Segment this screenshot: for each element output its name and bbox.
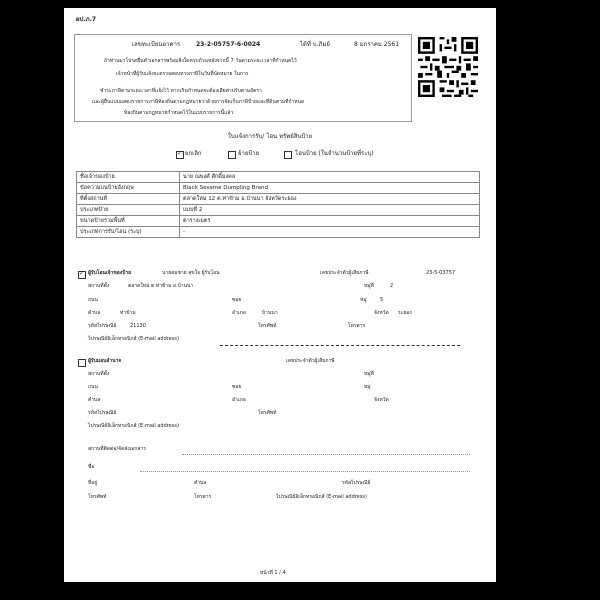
qr-code-icon <box>418 37 478 97</box>
section3-name-label: ชื่อ <box>88 464 95 470</box>
option-transfer-checkbox[interactable] <box>284 151 292 159</box>
section2-village-label: หมู่ <box>364 384 371 390</box>
section2-addr-label: สถานที่ตั้ง <box>88 371 110 377</box>
section1-village-label: หมู่ <box>360 297 367 303</box>
table-row <box>77 194 480 205</box>
option-cancel-label: ยกเลิก <box>185 150 202 157</box>
section1-soi-label: ซอย <box>232 297 242 303</box>
section1-province-value: ระยอง <box>398 310 412 316</box>
section2-email-label: ไปรษณีย์อิเล็กทรอนิกส์ (E-mail address) <box>88 423 179 429</box>
building-number: 23-2-05757-6-0024 <box>196 41 261 48</box>
section3-zip-label: รหัสไปรษณีย์ <box>342 480 371 486</box>
header-date: 8 มกราคม 2561 <box>354 41 400 48</box>
section2-checkbox[interactable] <box>78 359 86 367</box>
section1-tambon-value: ท่าข้าม <box>120 310 136 316</box>
row-value: - <box>180 227 480 238</box>
row-value: แบบที่ 2 <box>180 205 480 216</box>
table-row <box>77 183 480 194</box>
section1-tambon-label: ตำบล <box>88 310 101 316</box>
row-label: ชื่อเจ้าของป้าย <box>77 172 180 183</box>
option-move-label: ย้ายป้าย <box>238 150 260 157</box>
notice-line-5: ท้องถิ่นตามกฎหมายกำหนดไว้ในแบบรายการนี้แล้ว <box>124 110 234 116</box>
section1-fax-label: โทรสาร <box>348 323 366 329</box>
section2-zip-label: รหัสไปรษณีย์ <box>88 410 117 416</box>
section1-title: ผู้รับโอนเจ้าของป้าย <box>88 270 132 276</box>
section1-moo-label: หมู่ที่ <box>364 283 374 289</box>
section2-phone-label: โทรศัพท์ <box>258 410 277 416</box>
section3-addr-line <box>182 454 470 455</box>
section2-province-label: จังหวัด <box>374 397 389 403</box>
building-number-label: เลขทะเบียนอาคาร <box>132 41 181 48</box>
option-move-checkbox[interactable] <box>228 151 236 159</box>
section1-tax-label: เลขประจำตัวผู้เสียภาษี <box>320 270 369 276</box>
row-value: นาย ณพงศ์ ศักดิ์มงคล <box>180 172 480 183</box>
section1-phone-label: โทรศัพท์ <box>258 323 277 329</box>
section2-title: ผู้รับมอบอำนาจ <box>88 358 122 364</box>
form-title: ใบแจ้งการรับ/ โอน ทรัพย์สินป้าย <box>228 133 313 140</box>
section3-phone-label: โทรศัพท์ <box>88 494 107 500</box>
table-row <box>77 216 480 227</box>
notice-line-4: และผู้ยื่นแบบแสดงรายการภาษีท้องถิ่นตามกฎหมายว่าด้วยการจัดเก็บภาษีป้ายและที่ดินตามที่กำหนด <box>92 99 305 105</box>
table-row <box>77 172 480 183</box>
option-cancel-checkbox[interactable] <box>176 151 184 159</box>
section3-name-line <box>140 471 470 472</box>
row-label: ข้อความบนป้ายอังกฤษ <box>77 183 180 194</box>
section1-zip-label: รหัสไปรษณีย์ <box>88 323 117 329</box>
row-label: ประเภทป้าย <box>77 205 180 216</box>
notice-line-1: ถ้าท่านมาโปรดยื่นคำเอกสารพร้อมสิ่งใดครบถ้วนหลังจากนี้ 7 วันตามระยะเวลาที่กำหนดไว้ <box>104 58 297 64</box>
section2-tambon-label: ตำบล <box>88 397 101 403</box>
row-label: ประเภทการรับ/โอน (ระบุ) <box>77 227 180 238</box>
section1-province-label: จังหวัด <box>374 310 389 316</box>
section1-amphoe-value: บ้านนา <box>262 310 278 316</box>
section2-road-label: ถนน <box>88 384 98 390</box>
table-row <box>77 205 480 216</box>
section1-addr-label: สถานที่ตั้ง <box>88 283 110 289</box>
row-value: ตารางเมตร <box>180 216 480 227</box>
table-row <box>77 227 480 238</box>
notice-line-2: เจ้าหน้าที่ผู้รับแจ้งจะตรวจสอบทางภาษีในวันที่นัดหมาย ในการ <box>116 71 249 77</box>
section2-soi-label: ซอย <box>232 384 242 390</box>
section2-tax-label: เลขประจำตัวผู้เสียภาษี <box>286 358 335 364</box>
row-value: Black Sesame Dumpling Brand <box>180 183 480 194</box>
section2-amphoe-label: อำเภอ <box>232 397 246 403</box>
section1-moo-value: 2 <box>390 283 394 289</box>
row-label: ขนาดป้ายรวมพื้นที่ <box>77 216 180 227</box>
email-dash-line <box>220 345 460 346</box>
section1-road-label: ถนน <box>88 297 98 303</box>
section1-amphoe-label: อำเภอ <box>232 310 246 316</box>
row-label: ที่ตั้งสถานที่ <box>77 194 180 205</box>
doc-code: ผป.ภ.7 <box>76 16 97 23</box>
info-table <box>76 171 480 238</box>
section3-house-label: ที่อยู่ <box>88 480 98 486</box>
section3-fax-label: โทรสาร <box>194 494 212 500</box>
section1-checkbox[interactable] <box>78 271 86 279</box>
section1-village-value: 5 <box>380 297 384 303</box>
option-transfer-label: โอนป้าย (ในจำนวนป้ายที่ระบุ) <box>295 150 374 157</box>
section3-email-label: ไปรษณีย์อิเล็กทรอนิกส์ (E-mail address) <box>276 494 367 500</box>
section1-zip-value: 21130 <box>130 323 146 329</box>
place-label: ได้ที่ บ.ภิมย์ <box>300 41 330 48</box>
section1-addr-value: ตลาดใหม่ ต.ท่าข้าม อ.บ้านนา <box>128 283 194 289</box>
section1-name: นายสมชาย สุขใจ ผู้รับโอน <box>162 270 220 276</box>
section3-tambon-label: ตำบล <box>194 480 207 486</box>
page-number: หน้าที่ 1 / 4 <box>260 570 286 576</box>
document-page <box>64 8 496 582</box>
notice-line-3: ชำระภาษีตามระยะเวลาที่แจ้งไว้ หากเกินกำหนดจะต้องเสียค่าปรับตามอัตรา <box>100 88 262 94</box>
section3-addr-label: สถานที่ติดต่อ/จัดส่งเอกสาร <box>88 446 146 452</box>
section1-tax-number: 23-5-03757 <box>426 270 456 276</box>
section1-email-label: ไปรษณีย์อิเล็กทรอนิกส์ (E-mail address) <box>88 336 179 342</box>
section2-moo-label: หมู่ที่ <box>364 371 374 377</box>
row-value: ตลาดใหม่ 12 ต.ท่าข้าม อ.บ้านนา จังหวัดระยอง <box>180 194 480 205</box>
